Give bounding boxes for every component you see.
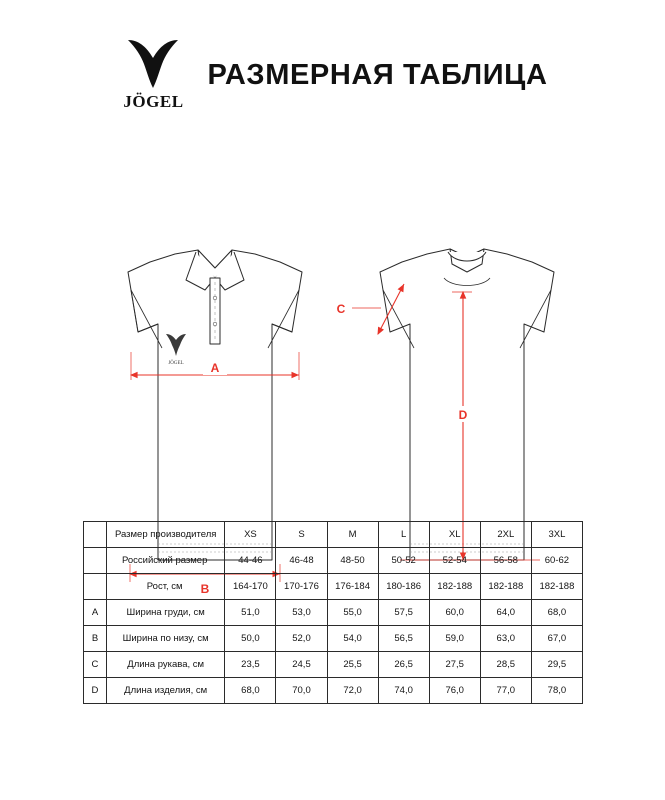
table-row [84,678,583,704]
row-value: 54,0 [327,626,378,652]
header-size-2xl: 2XL [480,522,531,548]
row-param: Длина рукава, см [106,652,224,678]
row-value: 29,5 [531,652,582,678]
row-letter [84,574,107,600]
row-value: 46-48 [276,548,327,574]
table-row [84,548,583,574]
row-value: 60-62 [531,548,582,574]
row-value: 70,0 [276,678,327,704]
row-value: 67,0 [531,626,582,652]
row-value: 50-52 [378,548,429,574]
row-value: 56-58 [480,548,531,574]
table-row [84,600,583,626]
row-letter: D [84,678,107,704]
row-value: 60,0 [429,600,480,626]
row-value: 50,0 [225,626,276,652]
row-value: 24,5 [276,652,327,678]
row-value: 68,0 [531,600,582,626]
row-value: 77,0 [480,678,531,704]
row-value: 51,0 [225,600,276,626]
row-param: Российский размер [106,548,224,574]
brand-logo [117,38,189,112]
row-value: 64,0 [480,600,531,626]
row-value: 72,0 [327,678,378,704]
row-value: 57,5 [378,600,429,626]
header-size-s: S [276,522,327,548]
row-value: 25,5 [327,652,378,678]
front-polo-shirt [128,250,302,560]
svg-text:C: C [336,302,346,316]
row-value: 182-188 [429,574,480,600]
header-size-m: M [327,522,378,548]
row-value: 74,0 [378,678,429,704]
header-param-cell: Размер производителя [106,522,224,548]
table-row [84,652,583,678]
row-value: 52,0 [276,626,327,652]
row-value: 55,0 [327,600,378,626]
svg-text:D: D [458,408,468,422]
size-table-wrapper [83,521,583,704]
svg-text:JÖGEL: JÖGEL [168,361,184,366]
row-value: 176-184 [327,574,378,600]
row-param: Ширина по низу, см [106,626,224,652]
row-value: 180-186 [378,574,429,600]
row-value: 59,0 [429,626,480,652]
row-letter: C [84,652,107,678]
row-letter: A [84,600,107,626]
row-value: 68,0 [225,678,276,704]
size-table [83,521,583,704]
row-param: Длина изделия, см [106,678,224,704]
header-size-xs: XS [225,522,276,548]
table-header-row [84,522,583,548]
row-value: 63,0 [480,626,531,652]
row-value: 28,5 [480,652,531,678]
jogel-bird-logo-icon [124,38,182,90]
row-value: 26,5 [378,652,429,678]
row-value: 182-188 [480,574,531,600]
table-row [84,574,583,600]
row-value: 23,5 [225,652,276,678]
row-value: 44-46 [225,548,276,574]
row-value: 78,0 [531,678,582,704]
brand-wordmark: JÖGEL [123,92,184,111]
header-size-3xl: 3XL [531,522,582,548]
back-polo-shirt [380,249,554,560]
row-letter: B [84,626,107,652]
row-letter [84,548,107,574]
row-value: 170-176 [276,574,327,600]
page-header [0,0,665,112]
page-title: РАЗМЕРНАЯ ТАБЛИЦА [207,58,548,91]
header-letter-cell [84,522,107,548]
table-row [84,626,583,652]
header-size-xl: XL [429,522,480,548]
svg-text:B: B [200,582,210,596]
row-value: 27,5 [429,652,480,678]
row-param: Ширина груди, см [106,600,224,626]
header-size-l: L [378,522,429,548]
row-value: 182-188 [531,574,582,600]
row-value: 76,0 [429,678,480,704]
row-value: 56,5 [378,626,429,652]
row-value: 52-54 [429,548,480,574]
svg-text:A: A [210,361,220,375]
row-param: Рост, см [106,574,224,600]
row-value: 53,0 [276,600,327,626]
row-value: 48-50 [327,548,378,574]
row-value: 164-170 [225,574,276,600]
